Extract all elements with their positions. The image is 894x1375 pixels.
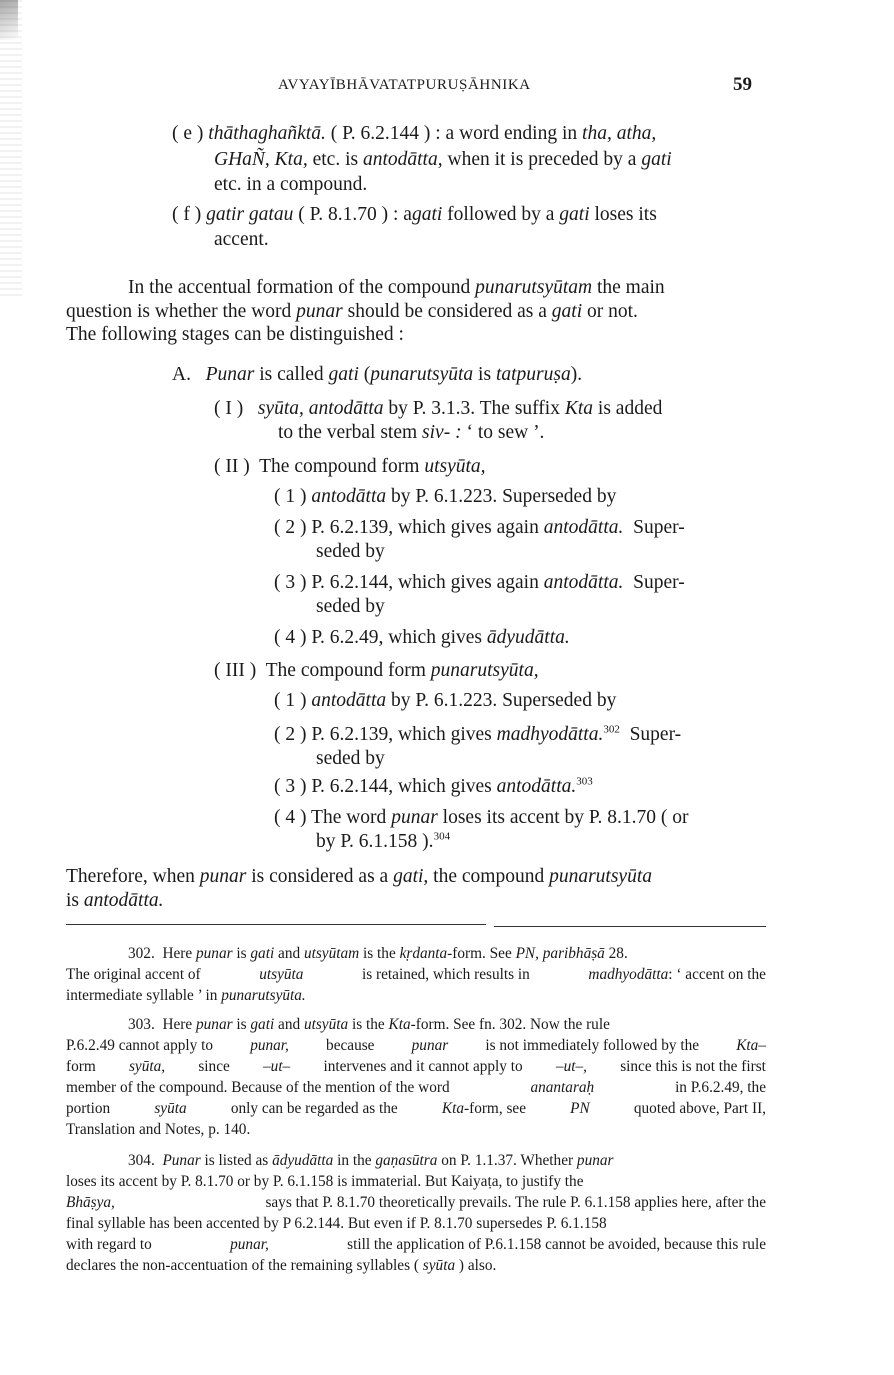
rule-e-line-3: etc. in a compound.	[214, 174, 368, 195]
conclusion-line-1: Therefore, when punar is considered as a gati, the compound punarutsyūta	[66, 866, 652, 887]
step-2-item-1: ( 1 ) antodātta by P. 6.1.223. Superseded by	[274, 486, 617, 507]
step-3-item-1: ( 1 ) antodātta by P. 6.1.223. Superseded by	[274, 690, 617, 711]
step-3-item-4-cont: by P. 6.1.158 ).$^{304}$	[316, 830, 451, 852]
step-2-item-2: ( 2 ) P. 6.2.139, which gives again antodātta. Super-	[274, 517, 685, 538]
fn-304-line-1: 304. Punar is listed as ādyudātta in the gaṇasūtra on P. 1.1.37. Whether punar	[128, 1152, 614, 1169]
fn-304-line-5: with regard to punar, still the application of P.6.1.158 cannot be avoided, because this rule	[66, 1236, 766, 1253]
step-2-item-4: ( 4 ) P. 6.2.49, which gives ādyudātta.	[274, 627, 570, 648]
fn-302-line-2: The original accent of utsyūta is retained, which results in madhyodātta: ‘ accent on the	[66, 966, 766, 983]
fn-303-line-6: Translation and Notes, p. 140.	[66, 1121, 251, 1138]
rule-f-line-1: ( f ) gatir gatau ( P. 8.1.70 ) : agati followed by a gati loses its	[172, 204, 657, 225]
fn-302-line-1: 302. Here punar is gati and utsyūtam is the kṛdanta-form. See PN, paribhāṣā 28.	[128, 945, 628, 962]
intro-line-2: question is whether the word punar should be considered as a gati or not.	[66, 301, 638, 322]
scan-corner-shadow	[0, 0, 18, 40]
rule-f-line-2: accent.	[214, 229, 269, 250]
rule-e-line-1: ( e ) thāthaghañktā. ( P. 6.2.144 ) : a word ending in tha, atha,	[172, 123, 657, 144]
scan-edge-shadow	[0, 0, 22, 300]
stage-a-line: A. Punar is called gati (punarutsyūta is tatpuruṣa).	[172, 364, 583, 385]
step-2-item-3-cont: seded by	[316, 596, 385, 617]
fn-302-line-3: intermediate syllable ’ in punarutsyūta.	[66, 987, 306, 1004]
fn-303-line-4: member of the compound. Because of the mention of the word anantaraḥ in P.6.2.49, the	[66, 1079, 766, 1096]
footnote-rule-right	[494, 926, 766, 927]
rule-e-line-2: GHaÑ, Kta, etc. is antodātta, when it is preceded by a gati	[214, 149, 672, 170]
step-2-item-3: ( 3 ) P. 6.2.144, which gives again antodātta. Super-	[274, 572, 685, 593]
fn-303-line-5: portion syūta only can be regarded as the Kta-form, see PN quoted above, Part II,	[66, 1100, 766, 1117]
step-3-item-2-cont: seded by	[316, 748, 385, 769]
fn-303-line-2: P.6.2.49 cannot apply to punar, because punar is not immediately followed by the Kta–	[66, 1037, 766, 1054]
footnote-rule-left	[66, 924, 486, 925]
step-3-item-4: ( 4 ) The word punar loses its accent by P. 8.1.70 ( or	[274, 807, 689, 828]
step-2-heading: ( II ) The compound form utsyūta,	[214, 456, 486, 477]
step-3-item-2: ( 2 ) P. 6.2.139, which gives madhyodātta.$^{302}$ Super-	[274, 723, 682, 745]
running-header	[0, 74, 894, 101]
conclusion-line-2: is antodātta.	[66, 890, 164, 911]
intro-line-1: In the accentual formation of the compound punarutsyūtam the main	[128, 277, 665, 298]
fn-304-line-6: declares the non-accentuation of the remaining syllables ( syūta ) also.	[66, 1257, 497, 1274]
fn-303-line-3: form syūta, since –ut– intervenes and it cannot apply to –ut–, since this is not the first	[66, 1058, 766, 1075]
fn-304-line-2: loses its accent by P. 8.1.70 or by P. 6.1.158 is immaterial. But Kaiyaṭa, to justify the	[66, 1173, 584, 1190]
running-title: AVYAYĪBHĀVATATPURUṢĀHNIKA	[278, 77, 531, 93]
fn-304-line-3: Bhāṣya, says that P. 8.1.70 theoretically prevails. The rule P. 6.1.158 applies here, after the	[66, 1194, 766, 1211]
page-number: 59	[733, 74, 752, 95]
intro-line-3: The following stages can be distinguished :	[66, 324, 404, 345]
step-1-line-2: to the verbal stem siv- : ‘ to sew ’.	[278, 422, 545, 443]
step-1-line-1: ( I ) syūta, antodātta by P. 3.1.3. The suffix Kta is added	[214, 398, 663, 419]
fn-304-line-4: final syllable has been accented by P 6.2.144. But even if P. 8.1.70 supersedes P. 6.1.158	[66, 1215, 607, 1232]
step-3-item-3: ( 3 ) P. 6.2.144, which gives antodātta.$^{303}$	[274, 775, 593, 797]
step-2-item-2-cont: seded by	[316, 541, 385, 562]
fn-303-line-1: 303. Here punar is gati and utsyūta is the Kta-form. See fn. 302. Now the rule	[128, 1016, 610, 1033]
step-3-heading: ( III ) The compound form punarutsyūta,	[214, 660, 539, 681]
